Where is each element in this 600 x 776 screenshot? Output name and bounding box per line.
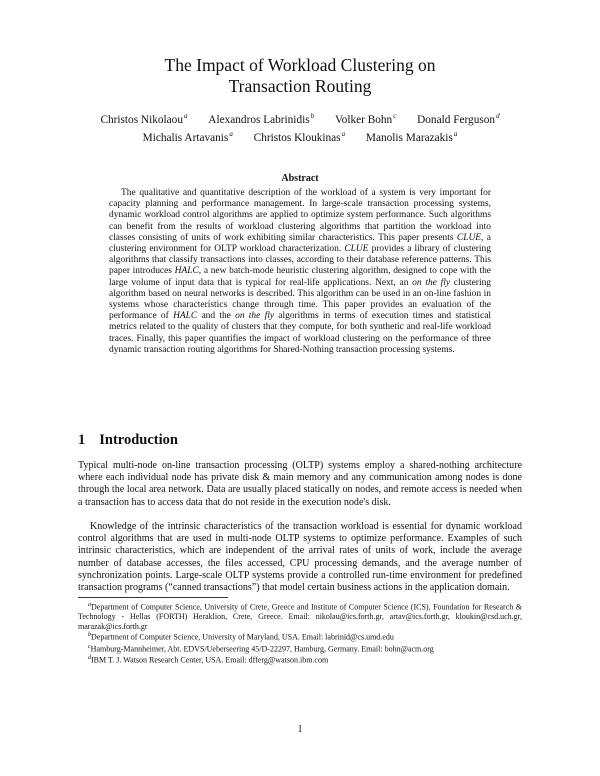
section-heading-introduction [78, 432, 178, 449]
author-row-2 [60, 127, 540, 145]
abstract-text: The qualitative and quantitative description of the workload of a system is very important for capacity planning and performance management. In large-scale transaction processing systems, dynamic workload control algorithms are applied to optimize system performance. Such algorithms can benefit from the results of workload clustering algorithms that partition the workload into classes consisting of units of work exhibiting similar characteristics. This paper presents CLUE, a clustering environment for OLTP workload characterization. CLUE provides a library of clustering algorithms that classify transactions into classes, according to their database reference patterns. This paper introduces HALC, a new batch-mode heuristic clustering algorithm, designed to cope with the large volume of input data that is typical for real-life applications. Next, an on the fly clustering algorithm based on neural networks is described. This algorithm can be used in an on-line fashion in systems whose characteristics change through time. This paper provides an evaluation of the performance of HALC and the on the fly algorithms in terms of execution times and statistical metrics related to the quality of clusters that they compute, for both synthetic and real-life workload traces. Finally, this paper quantifies the impact of workload clustering on the performance of three dynamic transaction routing algorithms for Shared-Nothing transaction processing systems. [109, 188, 492, 355]
footnote: $^d$IBM T. J. Watson Research Center, USA. Email: dfferg@watson.ibm.com [88, 654, 329, 665]
author: Donald Ferguson$^d$ [417, 112, 500, 126]
footnote-rule [78, 597, 228, 598]
abstract-heading: Abstract [281, 173, 319, 184]
paper-title [60, 55, 540, 97]
author: Alexandros Labrinidis$^b$ [208, 112, 315, 126]
page-number: 1 [297, 724, 303, 735]
intro-paragraph: Knowledge of the intrinsic characteristics of the transaction workload is essential for dynamic workload control algorithms that are used in multi-node OLTP systems to optimize performance. Examples of such intrinsic characteristics, which are independent of the arrival rates of units of work, include the average number of database accesses, the files accessed, CPU processing demands, and the average number of synchronization points. Large-scale OLTP systems provide a controlled run-time environment for predefined transaction programs (“canned transactions”) that model certain business actions in the application domain. [78, 521, 522, 594]
author: Christos Kloukinas$^a$ [253, 130, 346, 145]
title-line-1: The Impact of Workload Clustering on [164, 55, 436, 75]
author-row-1 [60, 109, 540, 127]
author: Volker Bohn$^c$ [334, 112, 397, 126]
author: Christos Nikolaou$^a$ [100, 112, 188, 126]
footnotes [78, 601, 522, 665]
intro-paragraph: Typical multi-node on-line transaction processing (OLTP) systems employ a shared-nothing architecture where each individual node has private disk & main memory and any communication among nodes is done through the local area network. Data are usually placed statically on nodes, and remote access is needed when a transaction has to access data that do not reside in the execution node's disk. [78, 460, 522, 508]
footnote: $^a$Department of Computer Science, University of Crete, Greece and Institute of Computer Science (ICS), Foundation for Research & Technology - Hellas (FORTH) Heraklion, Crete, Greece. Email: nikolau@ics.forth.gr, artav@ics.forth.gr, kloukin@csd.uch.gr, marazak@ics.forth.gr [78, 602, 522, 631]
author-list [60, 109, 540, 146]
section-number: 1 [78, 432, 86, 448]
title-line-2: Transaction Routing [228, 76, 372, 96]
footnote: $^c$Hamburg-Mannheimer, Abt. EDVS/Ueberseering 45/D-22297, Hamburg, Germany. Email: bohn@acm.org [88, 643, 434, 654]
author: Michalis Artavanis$^a$ [142, 130, 233, 145]
author: Manolis Marazakis$^a$ [365, 130, 458, 145]
footnote: $^b$Department of Computer Science, University of Maryland, USA. Email: labrinid@cs.umd.edu [88, 632, 394, 643]
section-title: Introduction [99, 432, 178, 448]
